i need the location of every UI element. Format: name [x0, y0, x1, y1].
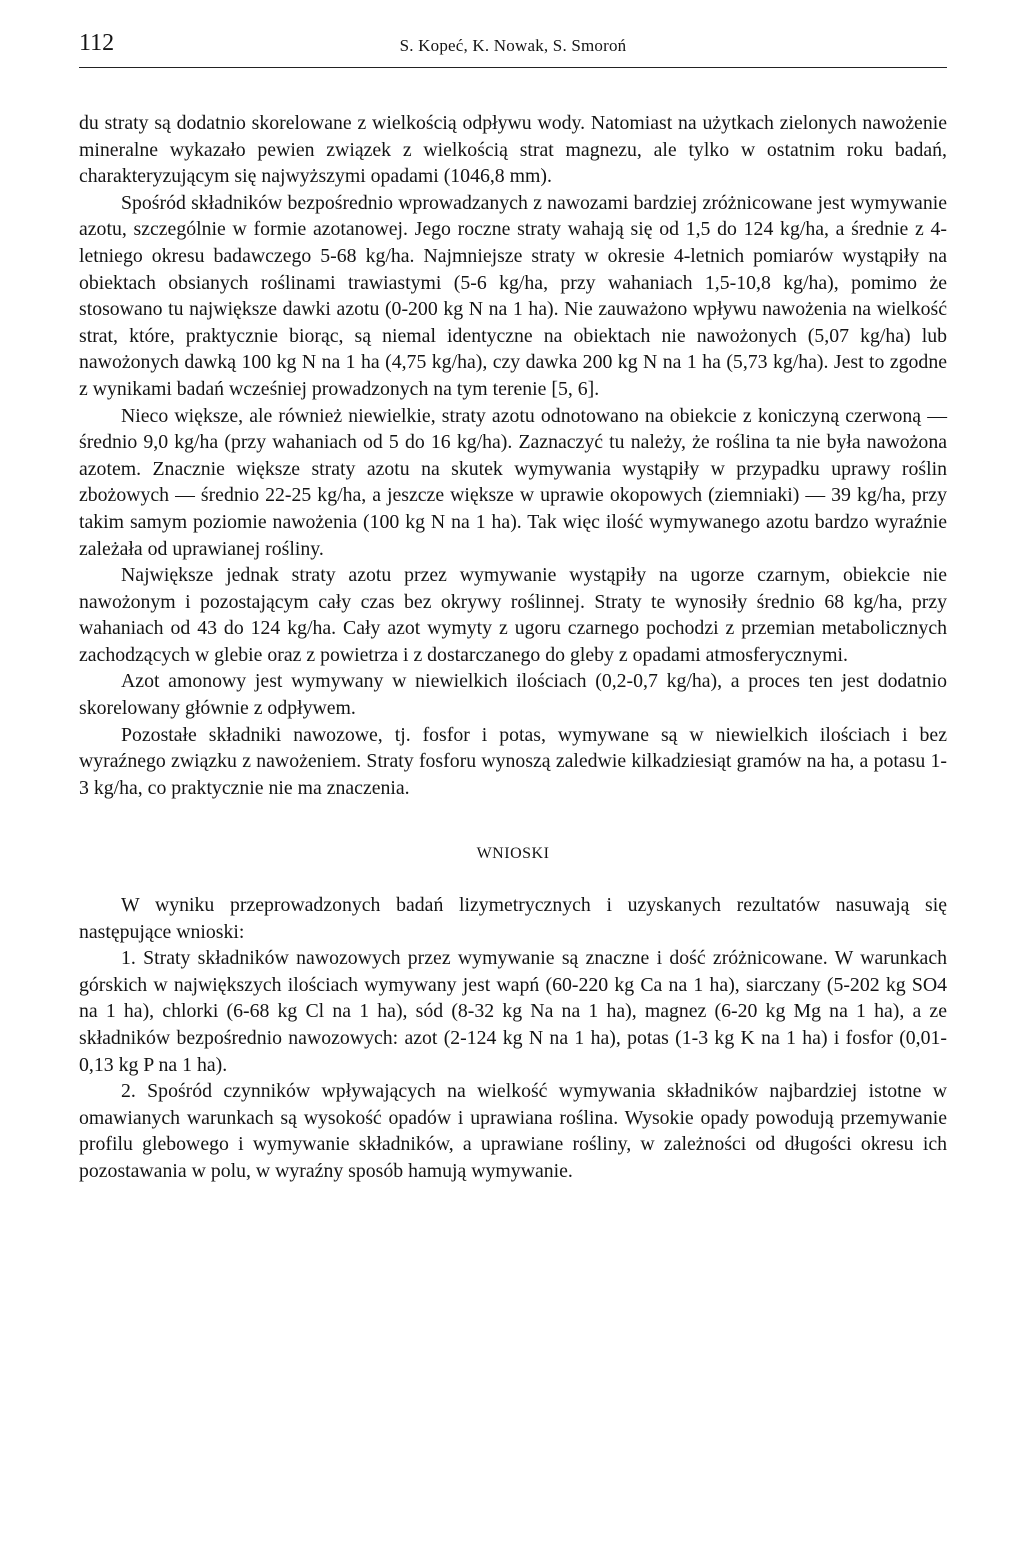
conclusion-item-2: 2. Spośród czynników wpływających na wielkość wymywania składników najbardziej istotne w omawianych warunkach są wysokość opadów i uprawiana roślina. Wysokie opady powodują przemywanie profilu glebowego i wymywanie składników, a uprawiane rośliny, w zależności od długości okresu ich pozostawania w polu, w wyraźny sposób hamują wymywanie.	[79, 1080, 947, 1182]
paragraph-continued: du straty są dodatnio skorelowane z wielkością odpływu wody. Natomiast na użytkach zielonych nawożenie mineralne wykazało pewien związek z wielkością strat magnezu, ale tylko w ostatnim roku badań, charakteryzującym się najwyższymi opadami (1046,8 mm).	[79, 112, 947, 188]
running-head-authors: S. Kopeć, K. Nowak, S. Smoroń	[399, 36, 627, 55]
document-page	[79, 28, 947, 1185]
running-header	[79, 28, 947, 66]
conclusions-intro: W wyniku przeprowadzonych badań lizymetrycznych i uzyskanych rezultatów nasuwają się następujące wnioski:	[79, 894, 947, 943]
paragraph-nitrogen-leaching: Spośród składników bezpośrednio wprowadzanych z nawozami bardziej zróżnicowane jest wymywanie azotu, szczególnie w formie azotanowej. Jego roczne straty wahają się od 1,5 do 124 kg/ha, a średnie z 4-letniego okresu badawczego 5-68 kg/ha. Najmniejsze straty w okresie 4-letnich pomiarów wystąpiły na obiektach obsianych roślinami trawiastymi (5-6 kg/ha, przy wahaniach 1,5-10,8 kg/ha), pomimo że stosowano tu największe dawki azotu (0-200 kg N na 1 ha). Nie zauważono wpływu nawożenia na wielkość strat, które, praktycznie biorąc, są niemal identyczne na obiektach nie nawożonych (5,07 kg/ha) lub nawożonych dawką 100 kg N na 1 ha (4,75 kg/ha), czy dawka 200 kg N na 1 ha (5,73 kg/ha). Jest to zgodne z wynikami badań wcześniej prowadzonych na tym terenie [5, 6].	[79, 191, 947, 400]
header-rule	[79, 67, 947, 68]
page-number: 112	[79, 30, 115, 56]
section-heading-conclusions: WNIOSKI	[476, 845, 550, 863]
paragraph-black-fallow: Największe jednak straty azotu przez wymywanie wystąpiły na ugorze czarnym, obiekcie nie nawożonym i pozostającym cały czas bez okrywy roślinnej. Straty te wynosiły średnio 68 kg/ha, przy wahaniach od 43 do 124 kg/ha. Cały azot wymyty z ugoru czarnego pochodzi z przemian metabolicznych zachodzących w glebie oraz z powietrza i z dostarczanego do gleby z opadami atmosferycznymi.	[79, 564, 947, 666]
paragraph-phosphorus-potassium: Pozostałe składniki nawozowe, tj. fosfor i potas, wymywane są w niewielkich ilościach i bez wyraźnego związku z nawożeniem. Straty fosforu wynoszą zaledwie kilkadziesiąt gramów na ha, a potasu 1-3 kg/ha, co praktycznie nie ma znaczenia.	[79, 723, 947, 799]
conclusion-item-1: 1. Straty składników nawozowych przez wymywanie są znaczne i dość zróżnicowane. W warunkach górskich w największych ilościach wymywany jest wapń (60-220 kg Ca na 1 ha), siarczany (5-202 kg SO4 na 1 ha), chlorki (6-68 kg Cl na 1 ha), sód (8-32 kg Na na 1 ha), magnez (6-20 kg Mg na 1 ha), a ze składników bezpośrednio nawozowych: azot (2-124 kg N na 1 ha), potas (1-3 kg K na 1 ha) i fosfor (0,01-0,13 kg P na 1 ha).	[79, 947, 947, 1076]
body-text	[79, 110, 947, 1185]
paragraph-red-clover: Nieco większe, ale również niewielkie, straty azotu odnotowano na obiekcie z koniczyną czerwoną — średnio 9,0 kg/ha (przy wahaniach od 5 do 16 kg/ha). Zaznaczyć tu należy, że roślina ta nie była nawożona azotem. Znacznie większe straty azotu na skutek wymywania wystąpiły w przypadku uprawy roślin zbożowych — średnio 22-25 kg/ha, a jeszcze większe w uprawie okopowych (ziemniaki) — 39 kg/ha, przy takim samym poziomie nawożenia (100 kg N na 1 ha). Tak więc ilość wymywanego azotu bardzo wyraźnie zależała od uprawianej rośliny.	[79, 404, 947, 560]
paragraph-ammonium-nitrogen: Azot amonowy jest wymywany w niewielkich ilościach (0,2-0,7 kg/ha), a proces ten jest dodatnio skorelowany głównie z odpływem.	[79, 670, 947, 720]
